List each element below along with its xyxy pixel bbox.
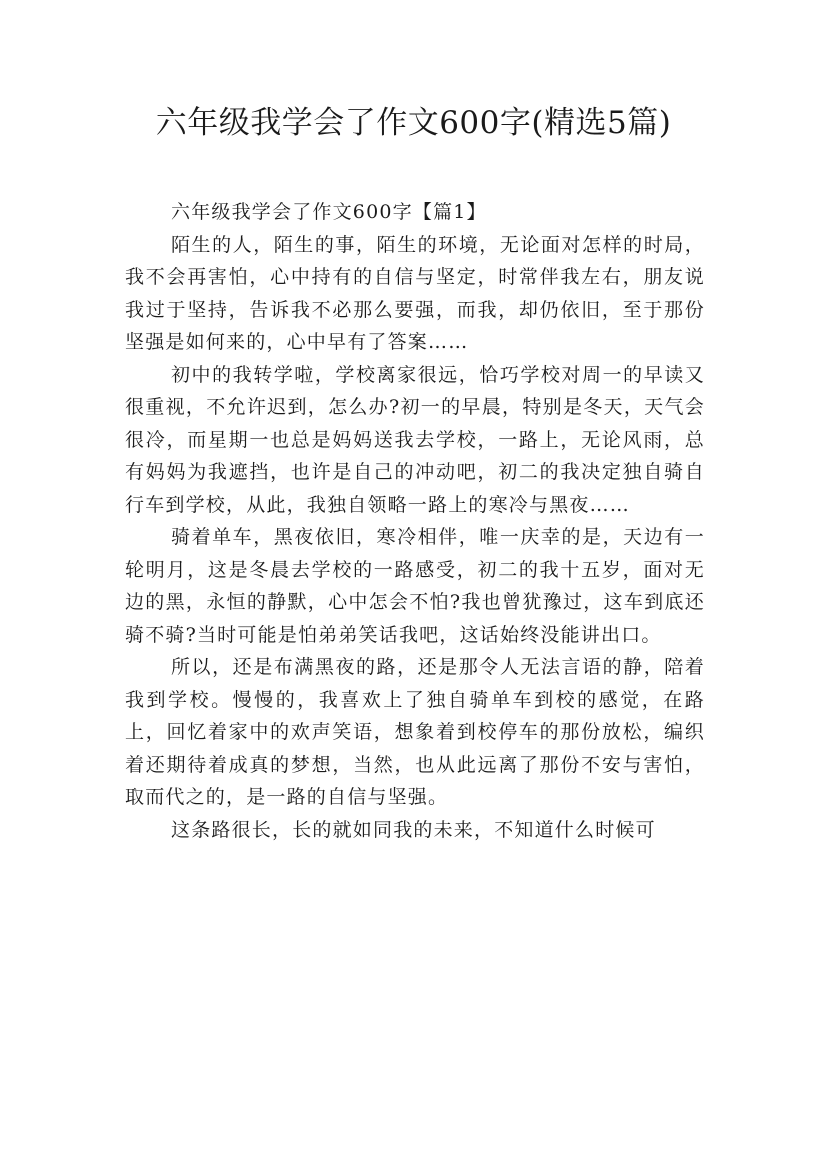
document-body	[125, 196, 705, 846]
paragraph-1: 陌生的人，陌生的事，陌生的环境，无论面对怎样的时局，我不会再害怕，心中持有的自信与坚定，时常伴我左右，朋友说我过于坚持，告诉我不必那么要强，而我，却仍依旧，至于那份坚强是如何来的，心中早有了答案……	[125, 233, 705, 353]
paragraph-2: 初中的我转学啦，学校离家很远，恰巧学校对周一的早读又很重视，不允许迟到，怎么办?初一的早晨，特别是冬天，天气会很冷，而星期一也总是妈妈送我去学校，一路上，无论风雨，总有妈妈为我遮挡，也许是自己的冲动吧，初二的我决定独自骑自行车到学校，从此，我独自领略一路上的寒冷与黑夜……	[125, 363, 705, 516]
document-title: 六年级我学会了作文600字(精选5篇)	[155, 105, 672, 141]
paragraph-3: 骑着单车，黑夜依旧，寒冷相伴，唯一庆幸的是，天边有一轮明月，这是冬晨去学校的一路感受，初二的我十五岁，面对无边的黑，永恒的静默，心中怎会不怕?我也曾犹豫过，这车到底还骑不骑?当时可能是怕弟弟笑话我吧，这话始终没能讲出口。	[125, 526, 705, 646]
section-heading: 六年级我学会了作文600字【篇1】	[171, 201, 487, 223]
paragraph-4: 所以，还是布满黑夜的路，还是那令人无法言语的静，陪着我到学校。慢慢的，我喜欢上了独自骑单车到校的感觉，在路上，回忆着家中的欢声笑语，想象着到校停车的那份放松，编织着还期待着成真的梦想，当然，也从此远离了那份不安与害怕，取而代之的，是一路的自信与坚强。	[125, 656, 705, 808]
paragraph-5: 这条路很长，长的就如同我的未来，不知道什么时候可	[171, 818, 656, 841]
